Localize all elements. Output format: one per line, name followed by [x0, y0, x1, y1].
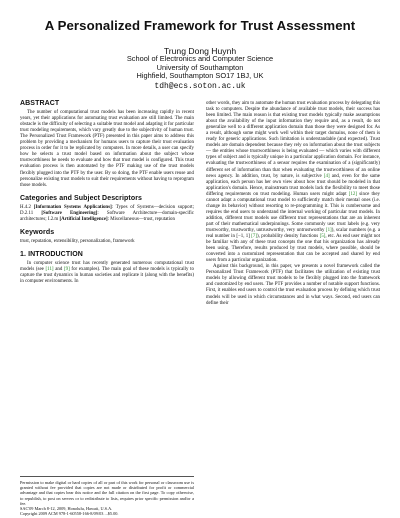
left-column	[20, 101, 194, 307]
citation-link[interactable]: [ 5 ]	[320, 234, 326, 239]
citation-link[interactable]: [ 12 ]	[349, 192, 357, 197]
two-column-body	[20, 101, 380, 307]
citation-link[interactable]: [ 9 ]	[64, 267, 70, 272]
author-name: Trung Dong Huynh	[163, 46, 237, 56]
right-column	[206, 101, 380, 307]
introduction-heading: 1. INTRODUCTION	[20, 250, 83, 258]
citation-link[interactable]: [ 4 ]	[324, 174, 330, 179]
copyright-notice	[20, 476, 194, 516]
author-address: Highfield, Southampton SO17 1BJ, UK	[136, 71, 264, 81]
abstract-text: The number of computational trust models has been increasing rapidly in recent years, yet their applications for automating trust evaluation are still limited. The main obstacle is the difficulty of selecting a suitable trust model and adapting it for particular trust modeling requirements, which vary greatly due to the subjectivity of human trust. The Personalized Trust Framework (PTF) presented in this paper aims to address this problem by providing a mechanism for humans users to capture their trust evaluation process in order for it to be replicated by computers. In more details, a user can specify how he selects a trust model based on information about the subject whose trustworthiness he needs to evaluate and how that trust model is configured. This trust evaluation process is then automated by the PTF making use of the trust models flexibly plugged into the PTF by the user. By so doing, the PTF enable users reuse and personalize existing trust models to suit their requirements without having to reprogram those models.	[20, 110, 194, 188]
author-block	[20, 47, 380, 91]
copyright-line: Copyright 2009 ACM 978-1-60558-166-8/09/03 ...$5.00.	[20, 511, 119, 517]
introduction-continued-text: other words, they aim to automate the human trust evaluation process by delegating this task to computers. Despite the abundance of available trust models, their success has been limited. The main reason is that existing trust models typically make assumptions about the availability of the input information they require and, as a result, do not generalize well to a different application domain than those they were designed for. As a result, although some might work well within their target domains, none of them is ready for generic applications. Such limitation is understandable (and expected). Trust models are domain dependent because they rely on information about the trust subjects — the entities whose trustworthiness is being evaluated — which varies with different types of subject and is typically unique in a particular application domain. For instance, evaluating the trustworthiness of a sensor requires the examination of a (significantly) different set of information than that when evaluating the trustworthiness of an online news agency. In addition, trust, by nature, is subjective [ 4 ] and, even for the same application, each person has her own view about how trust should be modeled in that application's domain. Hence, mainstream trust models lack the flexibility to meet those differing requirements on trust modeling. Human users might adapt [ 12 ] since they cannot adapt a computational trust model to sufficiently match their mental ones (i.e. change its behavior) without resorting to re-programming it. This is cumbersome and requires the end users to understand the internal working of particular trust models. In addition, different trust models use different trust representations that are an inherent part of their mathematical underpinnings. Some commonly use: trust labels (e.g. very trustworthy, trustworthy, untrustworthy, very untrustworthy [ 1 ] ), scalar numbers (e.g. a real number in [−1, 1] [ 7 ] ), probability density functions [ 5 ] , etc. As end user might not be familiar with any of these trust concepts the one that his organization has already been using. Therefore, results produced by trust models, where possible, should be converted into a customized representation that can be accepted and shared by end users from a particular organization.	[206, 101, 380, 264]
categories-heading: Categories and Subject Descriptors	[20, 194, 143, 202]
author-email[interactable]: tdh@ecs.soton.ac.uk	[154, 81, 246, 91]
conference-line: SAC'09 March 8-12, 2009, Honolulu, Hawaii, U.S.A.	[20, 506, 113, 512]
citation-link[interactable]: [ 11 ]	[46, 267, 54, 272]
paper-title: A Personalized Framework for Trust Assessment	[44, 18, 356, 33]
citation-link[interactable]: [ 7 ]	[251, 234, 257, 239]
citation-link[interactable]: [ 1 ]	[326, 228, 332, 233]
introduction-text: In computer science trust has recently generated numerous computational trust models (see [ 11 ] and [ 9 ] for examples). The main goal of these models is typically to capture the trust dynamics in human societies and replicate it (along with the benefits) in computer environments. In	[20, 261, 194, 285]
keywords-heading: Keywords	[20, 228, 55, 236]
author-affiliation-university: University of Southampton	[156, 62, 244, 72]
abstract-heading: ABSTRACT	[20, 100, 60, 107]
keywords-text: trust, reputation, extensibility, personalization, framework	[20, 238, 135, 244]
introduction-paragraph-2: Against this background, in this paper, we presents a novel framework called the Personalized Trust Framework (PTF) that facilitates the utilization of existing trust models by allowing different trust models to be flexibly plugged into the framework and customized by end users. The PTF provides a number of notable support functions. First, it enables end users to control the trust evaluation process by defining which trust models will be used in which circumstances and in what ways. Second, end users can define their	[206, 264, 380, 306]
categories-text: H.4.2 [Information Systems Applications]: Types of Systems—decision support; D.2.11 [Software Engineering]: Software Architecture—domain-specific architectures; I.2.m [Artificial Intelligence]: Miscellaneous—trust, reputation	[20, 204, 194, 222]
permission-text: Permission to make digital or hard copies of all or part of this work for personal or classroom use is granted without fee provided that copies are not made or distributed for profit or commercial advantage and that copies bear this notice and the full citation on the first page. To copy otherwise, to republish, to post on servers or to redistribute to lists, requires prior specific permission and/or a fee.	[20, 480, 194, 506]
author-affiliation-school: School of Electronics and Computer Science	[126, 54, 274, 64]
